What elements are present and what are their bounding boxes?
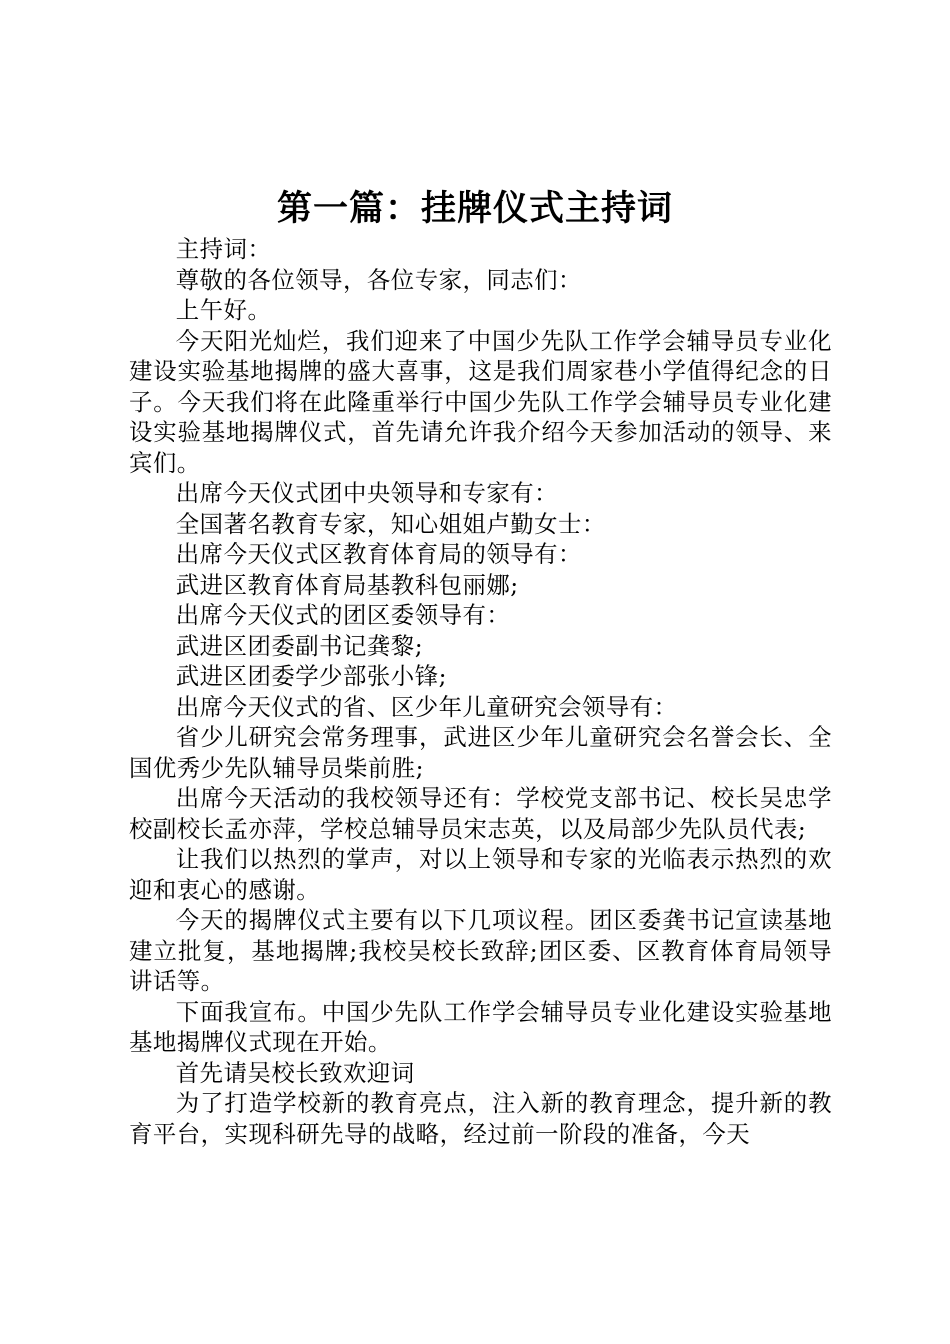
paragraph: 今天阳光灿烂，我们迎来了中国少先队工作学会辅导员专业化建设实验基地揭牌的盛大喜事，这是我们周家巷小学值得纪念的日子。今天我们将在此隆重举行中国少先队工作学会辅导员专业化建设实验基地揭牌仪式，首先请允许我介绍今天参加活动的领导、来宾们。 <box>129 326 832 477</box>
paragraph: 为了打造学校新的教育亮点，注入新的教育理念，提升新的教育平台，实现科研先导的战略，经过前一阶段的准备，今天 <box>129 1089 832 1148</box>
paragraph: 全国著名教育专家，知心姐姐卢勤女士： <box>175 509 606 538</box>
paragraph: 主持词： <box>175 235 272 263</box>
paragraph: 首先请吴校长致欢迎词 <box>175 1058 415 1087</box>
paragraph: 下面我宣布。中国少先队工作学会辅导员专业化建设实验基地基地揭牌仪式现在开始。 <box>129 997 832 1056</box>
paragraph: 出席今天仪式的团区委领导有： <box>175 601 511 629</box>
document-body <box>129 234 832 1149</box>
paragraph: 出席今天仪式团中央领导和专家有： <box>175 479 559 507</box>
paragraph: 让我们以热烈的掌声，对以上领导和专家的光临表示热烈的欢迎和衷心的感谢。 <box>129 845 832 904</box>
paragraph: 上午好。 <box>175 296 272 324</box>
paragraph: 武进区团委副书记龚黎; <box>175 631 424 660</box>
document-title: 第一篇：挂牌仪式主持词 <box>276 188 673 229</box>
paragraph: 武进区团委学少部张小锋; <box>175 662 447 690</box>
paragraph: 出席今天活动的我校领导还有：学校党支部书记、校长吴忠学校副校长孟亦萍，学校总辅导员宋志英，以及局部少先队员代表; <box>129 784 832 843</box>
paragraph: 出席今天仪式的省、区少年儿童研究会领导有： <box>175 692 678 721</box>
paragraph: 尊敬的各位领导，各位专家，同志们： <box>175 265 582 294</box>
paragraph: 省少儿研究会常务理事，武进区少年儿童研究会名誉会长、全国优秀少先队辅导员柴前胜; <box>129 723 832 782</box>
paragraph: 出席今天仪式区教育体育局的领导有： <box>175 540 582 568</box>
paragraph: 今天的揭牌仪式主要有以下几项议程。团区委龚书记宣读基地建立批复，基地揭牌;我校吴校长致辞;团区委、区教育体育局领导讲话等。 <box>129 906 832 995</box>
paragraph: 武进区教育体育局基教科包丽娜; <box>175 570 519 599</box>
